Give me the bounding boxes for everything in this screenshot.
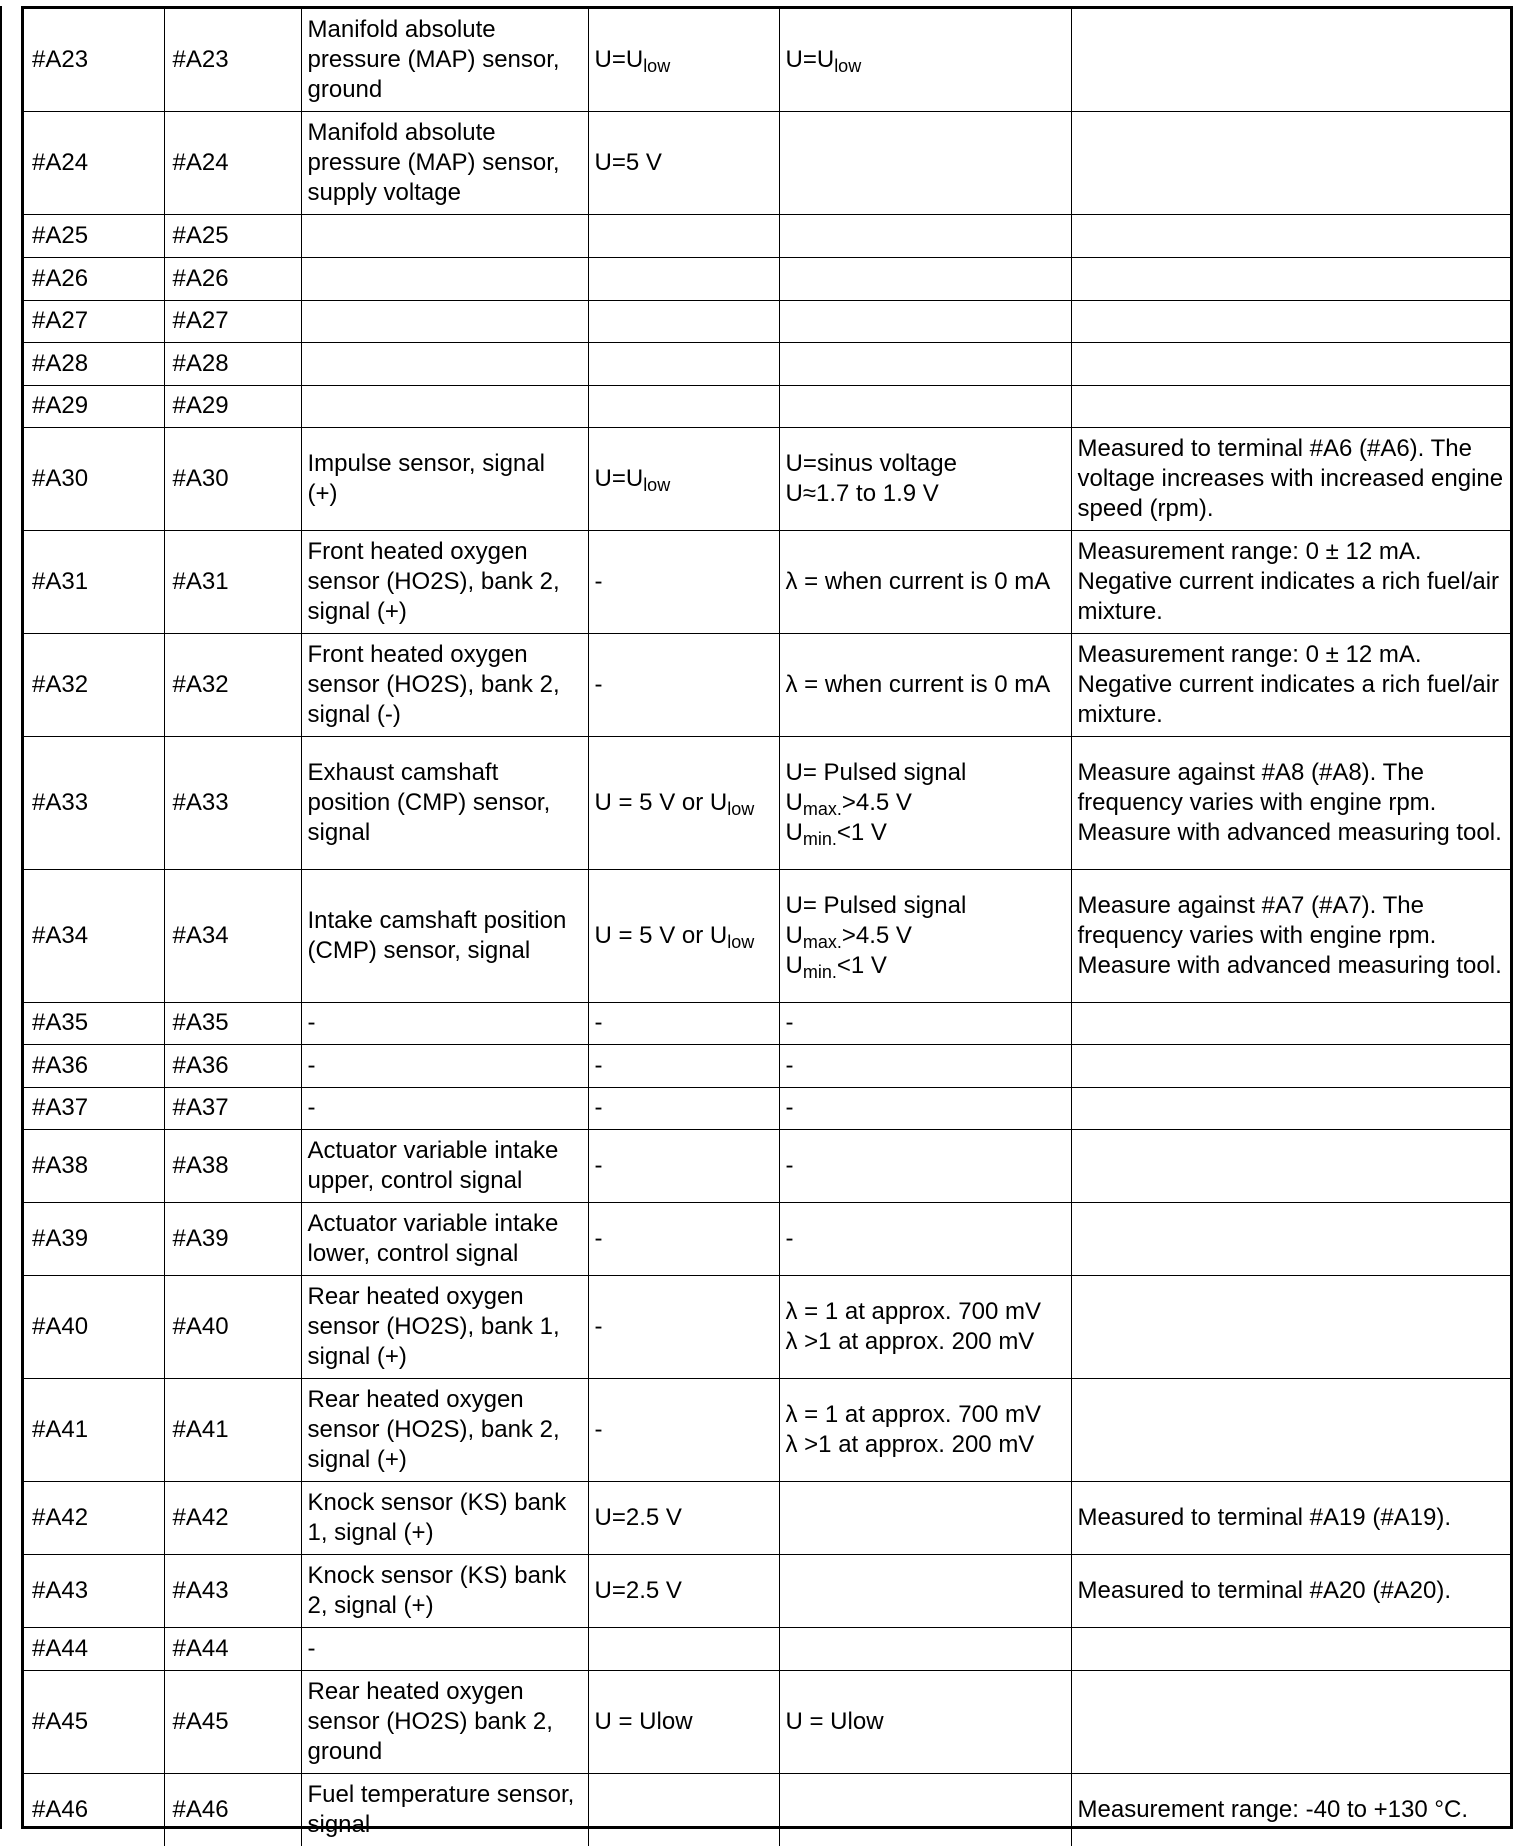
pin-number-cell: #A24 (24, 111, 164, 214)
voltage-condition-1-cell (588, 427, 779, 530)
value-line (786, 1297, 1065, 1327)
value-line (595, 464, 773, 494)
pin-number-cell: #A34 (24, 869, 164, 1002)
voltage-condition-2-cell (779, 633, 1071, 736)
value-text: - (594, 670, 603, 698)
voltage-condition-1-cell (588, 9, 779, 111)
value-text: - (785, 1094, 794, 1121)
table-row (24, 633, 1510, 736)
voltage-condition-1-cell (588, 385, 779, 427)
value-suffix: <1 V (836, 951, 887, 979)
value-line (786, 1008, 1065, 1038)
pin-number-cell: #A28 (24, 342, 164, 385)
value-line (786, 921, 1065, 951)
value-subscript: low (727, 798, 755, 819)
voltage-condition-2-cell (779, 111, 1071, 214)
table-row (24, 1129, 1510, 1202)
value-subscript: max. (802, 931, 842, 952)
value-line (595, 567, 773, 597)
value-text: U = Ulow (594, 1707, 693, 1735)
value-line (786, 1327, 1065, 1357)
pin-number-cell: #A36 (24, 1044, 164, 1087)
note-cell (1071, 300, 1510, 342)
value-line (595, 1576, 773, 1606)
value-text: U=U (785, 45, 835, 73)
value-line (595, 1707, 773, 1737)
table-row (24, 1202, 1510, 1275)
pin-number-alt-cell: #A31 (164, 530, 301, 633)
value-text: U = 5 V or U (594, 788, 728, 816)
note-cell: Measured to terminal #A19 (#A19). (1071, 1481, 1510, 1554)
value-suffix: <1 V (836, 818, 887, 846)
table-row (24, 1627, 1510, 1670)
description-cell: Actuator variable intake lower, control signal (301, 1202, 588, 1275)
value-text: λ = when current is 0 mA (785, 567, 1051, 595)
pin-number-alt-cell: #A35 (164, 1002, 301, 1044)
note-cell (1071, 9, 1510, 111)
voltage-condition-1-cell (588, 257, 779, 300)
value-text: - (594, 1094, 603, 1121)
value-line (595, 1093, 773, 1123)
note-cell: Measured to terminal #A6 (#A6). The voltage increases with increased engine speed (rpm). (1071, 427, 1510, 530)
table-row (24, 9, 1510, 111)
pin-number-cell: #A25 (24, 214, 164, 257)
value-text: - (594, 1312, 603, 1340)
pin-number-cell: #A30 (24, 427, 164, 530)
note-cell (1071, 385, 1510, 427)
note-cell (1071, 1129, 1510, 1202)
description-cell: - (301, 1002, 588, 1044)
voltage-condition-1-cell (588, 111, 779, 214)
note-cell: Measurement range: 0 ± 12 mA. Negative current indicates a rich fuel/air mixture. (1071, 633, 1510, 736)
note-cell: Measure against #A7 (#A7). The frequency varies with engine rpm. Measure with advanced measuring tool. (1071, 869, 1510, 1002)
pin-number-alt-cell: #A45 (164, 1670, 301, 1773)
table-row (24, 1670, 1510, 1773)
description-cell (301, 300, 588, 342)
voltage-condition-2-cell (779, 300, 1071, 342)
pin-number-alt-cell: #A26 (164, 257, 301, 300)
value-text: - (594, 1009, 603, 1036)
pin-number-cell: #A41 (24, 1378, 164, 1481)
value-text: - (594, 1224, 603, 1252)
voltage-condition-1-cell (588, 869, 779, 1002)
value-line (786, 891, 1065, 921)
description-cell (301, 385, 588, 427)
pin-number-alt-cell: #A30 (164, 427, 301, 530)
pin-number-alt-cell: #A39 (164, 1202, 301, 1275)
value-text: U=sinus voltage (785, 449, 957, 477)
description-cell: Knock sensor (KS) bank 1, signal (+) (301, 1481, 588, 1554)
voltage-condition-2-cell (779, 1378, 1071, 1481)
table-row (24, 736, 1510, 869)
note-cell (1071, 1002, 1510, 1044)
description-cell: Front heated oxygen sensor (HO2S), bank 2, signal (+) (301, 530, 588, 633)
pin-number-cell: #A33 (24, 736, 164, 869)
value-line (786, 1151, 1065, 1181)
description-cell: Front heated oxygen sensor (HO2S), bank 2, signal (-) (301, 633, 588, 736)
value-text: - (785, 1009, 794, 1036)
table-row (24, 1275, 1510, 1378)
pin-number-cell: #A27 (24, 300, 164, 342)
value-text: U=5 V (594, 148, 662, 176)
value-line (595, 148, 773, 178)
note-cell: Measured to terminal #A20 (#A20). (1071, 1554, 1510, 1627)
note-cell (1071, 1378, 1510, 1481)
voltage-condition-1-cell (588, 1627, 779, 1670)
note-cell (1071, 1044, 1510, 1087)
pin-table (24, 9, 1510, 1846)
note-cell (1071, 1202, 1510, 1275)
voltage-condition-1-cell (588, 1378, 779, 1481)
table-row (24, 111, 1510, 214)
pin-number-cell: #A29 (24, 385, 164, 427)
note-cell (1071, 1670, 1510, 1773)
page-edge-line (0, 6, 2, 1829)
voltage-condition-1-cell (588, 300, 779, 342)
value-text: U= Pulsed signal (785, 891, 967, 919)
voltage-condition-2-cell (779, 427, 1071, 530)
table-row (24, 1773, 1510, 1846)
voltage-condition-2-cell (779, 342, 1071, 385)
description-cell: Fuel temperature sensor, signal (301, 1773, 588, 1846)
value-text: - (785, 1224, 794, 1252)
pin-number-alt-cell: #A27 (164, 300, 301, 342)
pin-number-alt-cell: #A42 (164, 1481, 301, 1554)
voltage-condition-2-cell (779, 530, 1071, 633)
value-text: λ = 1 at approx. 700 mV (785, 1297, 1041, 1325)
note-cell (1071, 1275, 1510, 1378)
voltage-condition-2-cell (779, 1129, 1071, 1202)
voltage-condition-1-cell (588, 1670, 779, 1773)
value-line (786, 788, 1065, 818)
value-text: - (785, 1051, 794, 1079)
value-text: U=U (594, 464, 644, 492)
table-row (24, 214, 1510, 257)
table-row (24, 1044, 1510, 1087)
value-subscript: min. (802, 961, 837, 982)
pin-number-alt-cell: #A32 (164, 633, 301, 736)
table-row (24, 1481, 1510, 1554)
note-cell (1071, 1087, 1510, 1129)
pin-number-alt-cell: #A43 (164, 1554, 301, 1627)
value-text: - (594, 1051, 603, 1079)
value-line (595, 788, 773, 818)
value-line (786, 670, 1065, 700)
value-line (786, 1051, 1065, 1081)
description-cell: Impulse sensor, signal (+) (301, 427, 588, 530)
table-row (24, 1087, 1510, 1129)
voltage-condition-2-cell (779, 1670, 1071, 1773)
value-line (595, 1224, 773, 1254)
pin-number-cell: #A38 (24, 1129, 164, 1202)
value-suffix: >4.5 V (841, 921, 912, 949)
voltage-condition-1-cell (588, 1275, 779, 1378)
value-subscript: low (643, 55, 671, 76)
description-cell: Rear heated oxygen sensor (HO2S), bank 2, signal (+) (301, 1378, 588, 1481)
voltage-condition-1-cell (588, 342, 779, 385)
table-row (24, 342, 1510, 385)
pin-number-cell: #A40 (24, 1275, 164, 1378)
value-text: U = Ulow (785, 1707, 884, 1735)
voltage-condition-2-cell (779, 1481, 1071, 1554)
pin-number-cell: #A39 (24, 1202, 164, 1275)
voltage-condition-2-cell (779, 214, 1071, 257)
value-line (786, 1430, 1065, 1460)
pin-number-alt-cell: #A24 (164, 111, 301, 214)
pin-number-alt-cell: #A34 (164, 869, 301, 1002)
value-line (786, 1224, 1065, 1254)
description-cell (301, 342, 588, 385)
voltage-condition-1-cell (588, 214, 779, 257)
table-row (24, 869, 1510, 1002)
value-text: λ = 1 at approx. 700 mV (785, 1400, 1041, 1428)
value-line (786, 818, 1065, 848)
value-text: U (785, 818, 803, 846)
value-subscript: min. (802, 828, 837, 849)
value-line (786, 479, 1065, 509)
voltage-condition-2-cell (779, 1554, 1071, 1627)
pin-number-alt-cell: #A41 (164, 1378, 301, 1481)
value-line (786, 1093, 1065, 1123)
voltage-condition-2-cell (779, 1627, 1071, 1670)
value-text: λ = when current is 0 mA (785, 670, 1051, 698)
value-text: - (785, 1151, 794, 1179)
pin-number-alt-cell: #A36 (164, 1044, 301, 1087)
value-text: U=2.5 V (594, 1503, 682, 1531)
voltage-condition-2-cell (779, 869, 1071, 1002)
voltage-condition-2-cell (779, 1275, 1071, 1378)
table-row (24, 385, 1510, 427)
voltage-condition-2-cell (779, 9, 1071, 111)
pin-number-cell: #A26 (24, 257, 164, 300)
table-row (24, 300, 1510, 342)
table-row (24, 1378, 1510, 1481)
value-line (595, 670, 773, 700)
description-cell (301, 257, 588, 300)
pin-number-alt-cell: #A25 (164, 214, 301, 257)
description-cell: Exhaust camshaft position (CMP) sensor, signal (301, 736, 588, 869)
value-text: U≈1.7 to 1.9 V (785, 479, 939, 507)
value-text: λ >1 at approx. 200 mV (785, 1430, 1035, 1458)
voltage-condition-2-cell (779, 736, 1071, 869)
table-row (24, 530, 1510, 633)
value-text: U=U (594, 45, 644, 73)
value-text: U=2.5 V (594, 1576, 682, 1604)
note-cell: Measurement range: -40 to +130 °C. (1071, 1773, 1510, 1846)
voltage-condition-1-cell (588, 1087, 779, 1129)
voltage-condition-2-cell (779, 1202, 1071, 1275)
pin-number-cell: #A23 (24, 9, 164, 111)
pin-number-cell: #A31 (24, 530, 164, 633)
note-cell: Measure against #A8 (#A8). The frequency varies with engine rpm. Measure with advanced measuring tool. (1071, 736, 1510, 869)
value-text: U (785, 788, 803, 816)
value-text: U (785, 951, 803, 979)
value-line (786, 758, 1065, 788)
pin-number-alt-cell: #A38 (164, 1129, 301, 1202)
value-subscript: low (727, 931, 755, 952)
description-cell: - (301, 1087, 588, 1129)
table-row (24, 1002, 1510, 1044)
voltage-condition-1-cell (588, 530, 779, 633)
voltage-condition-1-cell (588, 1481, 779, 1554)
description-cell: Rear heated oxygen sensor (HO2S) bank 2, ground (301, 1670, 588, 1773)
voltage-condition-1-cell (588, 633, 779, 736)
value-text: - (594, 1415, 603, 1443)
value-line (595, 45, 773, 75)
description-cell: Rear heated oxygen sensor (HO2S), bank 1, signal (+) (301, 1275, 588, 1378)
description-cell (301, 214, 588, 257)
value-suffix: >4.5 V (841, 788, 912, 816)
value-line (595, 1008, 773, 1038)
pin-number-cell: #A45 (24, 1670, 164, 1773)
voltage-condition-1-cell (588, 1773, 779, 1846)
value-line (786, 1400, 1065, 1430)
pin-number-alt-cell: #A23 (164, 9, 301, 111)
value-line (786, 45, 1065, 75)
pin-number-cell: #A32 (24, 633, 164, 736)
value-line (786, 1707, 1065, 1737)
voltage-condition-1-cell (588, 1554, 779, 1627)
note-cell (1071, 1627, 1510, 1670)
value-line (786, 567, 1065, 597)
voltage-condition-1-cell (588, 736, 779, 869)
voltage-condition-1-cell (588, 1129, 779, 1202)
pin-number-cell: #A46 (24, 1773, 164, 1846)
table-row (24, 1554, 1510, 1627)
description-cell: - (301, 1044, 588, 1087)
note-cell (1071, 257, 1510, 300)
pin-number-alt-cell: #A46 (164, 1773, 301, 1846)
value-subscript: low (643, 474, 671, 495)
voltage-condition-2-cell (779, 1002, 1071, 1044)
pin-table-frame (21, 6, 1513, 1838)
pin-number-alt-cell: #A29 (164, 385, 301, 427)
pin-number-cell: #A35 (24, 1002, 164, 1044)
value-text: - (594, 1151, 603, 1179)
value-line (595, 921, 773, 951)
value-text: U= Pulsed signal (785, 758, 967, 786)
note-cell: Measurement range: 0 ± 12 mA. Negative current indicates a rich fuel/air mixture. (1071, 530, 1510, 633)
note-cell (1071, 111, 1510, 214)
value-subscript: max. (802, 798, 842, 819)
pin-number-alt-cell: #A33 (164, 736, 301, 869)
pin-number-cell: #A43 (24, 1554, 164, 1627)
table-row (24, 427, 1510, 530)
value-line (595, 1312, 773, 1342)
value-text: U (785, 921, 803, 949)
value-text: λ >1 at approx. 200 mV (785, 1327, 1035, 1355)
pin-number-alt-cell: #A44 (164, 1627, 301, 1670)
pin-number-cell: #A44 (24, 1627, 164, 1670)
voltage-condition-2-cell (779, 257, 1071, 300)
voltage-condition-1-cell (588, 1202, 779, 1275)
voltage-condition-2-cell (779, 1044, 1071, 1087)
value-line (595, 1051, 773, 1081)
table-row (24, 257, 1510, 300)
pin-table-body (24, 9, 1510, 1846)
note-cell (1071, 342, 1510, 385)
value-text: - (594, 567, 603, 595)
voltage-condition-1-cell (588, 1044, 779, 1087)
value-text: U = 5 V or U (594, 921, 728, 949)
value-line (786, 951, 1065, 981)
voltage-condition-2-cell (779, 1087, 1071, 1129)
voltage-condition-2-cell (779, 385, 1071, 427)
note-cell (1071, 214, 1510, 257)
description-cell: Knock sensor (KS) bank 2, signal (+) (301, 1554, 588, 1627)
description-cell: Actuator variable intake upper, control signal (301, 1129, 588, 1202)
description-cell: Manifold absolute pressure (MAP) sensor, ground (301, 9, 588, 111)
value-line (595, 1151, 773, 1181)
pin-number-cell: #A42 (24, 1481, 164, 1554)
pin-number-cell: #A37 (24, 1087, 164, 1129)
voltage-condition-2-cell (779, 1773, 1071, 1846)
value-subscript: low (834, 55, 862, 76)
value-line (595, 1415, 773, 1445)
description-cell: - (301, 1627, 588, 1670)
value-line (595, 1503, 773, 1533)
pin-number-alt-cell: #A40 (164, 1275, 301, 1378)
pin-number-alt-cell: #A28 (164, 342, 301, 385)
description-cell: Intake camshaft position (CMP) sensor, signal (301, 869, 588, 1002)
voltage-condition-1-cell (588, 1002, 779, 1044)
value-line (786, 449, 1065, 479)
description-cell: Manifold absolute pressure (MAP) sensor, supply voltage (301, 111, 588, 214)
pin-number-alt-cell: #A37 (164, 1087, 301, 1129)
